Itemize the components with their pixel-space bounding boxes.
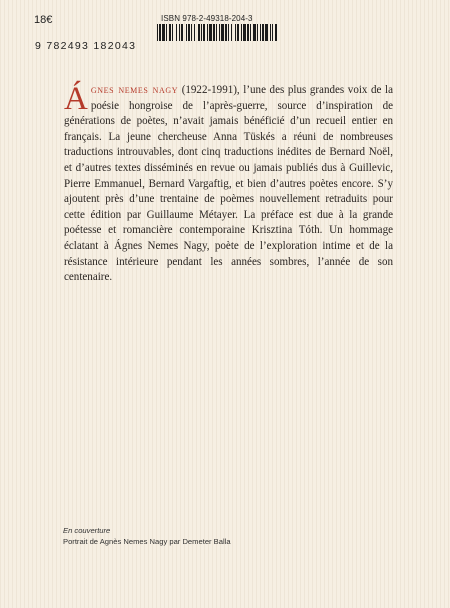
- barcode-bar: [207, 24, 208, 41]
- barcode-bar: [162, 24, 165, 41]
- barcode-bar: [231, 24, 232, 41]
- barcode-bar: [172, 24, 173, 41]
- price-label: 18€: [34, 14, 53, 26]
- barcode-bar: [235, 24, 236, 41]
- barcode-bar: [243, 24, 246, 41]
- barcode-bar: [247, 24, 249, 41]
- description-body: (1922-1991), l’une des plus grandes voix de la poésie hongroise de l’après-guerre, source d’inspiration de générations de poètes, n’avait jamais bénéficié d’un recueil entier en français. La jeune chercheuse Anna Tüskés a réuni de nombreuses traductions introuvables, dont cinq traductions inédites de Bernard Noël, et d’autres textes disséminés en revue ou jamais publiés dus à Guillevic, Pierre Emmanuel, Bernard Vargaftig, et bien d’autres poètes encore. S’y ajoutent près d’une trentaine de poèmes nouvellement retraduits pour cette édition par Guillaume Métayer. La préface est due à la grande poétesse et romancière contemporaine Krisztina Tóth. Un hommage éclatant à Ágnes Nemes Nagy, poète de l’exploration intime et de la résistance intérieure pendant les années sombres, l’année de son centenaire.: [64, 84, 393, 284]
- barcode-bar: [270, 24, 271, 41]
- barcode-bar: [257, 24, 258, 41]
- barcode-block: [35, 12, 337, 52]
- barcode-bar: [203, 24, 205, 41]
- barcode-bar: [216, 24, 217, 41]
- drop-cap: Á: [64, 81, 88, 117]
- barcode-bar: [241, 24, 242, 41]
- barcode-bar: [221, 24, 224, 41]
- barcode-bar: [188, 24, 190, 41]
- description-text: [64, 83, 393, 286]
- barcode-bar: [159, 24, 161, 41]
- barcode: [157, 24, 277, 41]
- barcode-bar: [157, 24, 158, 41]
- barcode-bar: [262, 24, 264, 41]
- barcode-bar: [225, 24, 227, 41]
- barcode-bar: [176, 24, 177, 41]
- cover-credit-label: En couverture: [63, 526, 111, 535]
- isbn-label: ISBN 978-2-49318-204-3: [161, 14, 253, 23]
- barcode-bar: [209, 24, 212, 41]
- barcode-bar: [250, 24, 251, 41]
- barcode-bar: [260, 24, 261, 41]
- barcode-bar: [179, 24, 180, 41]
- barcode-bar: [253, 24, 256, 41]
- barcode-bar: [166, 24, 167, 41]
- barcode-bar: [219, 24, 220, 41]
- barcode-bar: [198, 24, 200, 41]
- barcode-bar: [186, 24, 187, 41]
- barcode-bar: [272, 24, 273, 41]
- barcode-bar: [213, 24, 215, 41]
- barcode-bar: [194, 24, 195, 41]
- barcode-bar: [191, 24, 192, 41]
- barcode-bar: [237, 24, 239, 41]
- barcode-bar: [275, 24, 277, 41]
- barcode-bar: [228, 24, 229, 41]
- barcode-bar: [169, 24, 171, 41]
- barcode-bar: [181, 24, 183, 41]
- cover-credit-description: Portrait de Agnès Nemes Nagy par Demeter Balla: [63, 537, 231, 546]
- author-name: gnes nemes nagy: [90, 84, 179, 96]
- barcode-bar: [265, 24, 268, 41]
- barcode-bar: [201, 24, 202, 41]
- cover-credit: [63, 525, 231, 547]
- barcode-digits: 9 782493 182043: [35, 40, 137, 52]
